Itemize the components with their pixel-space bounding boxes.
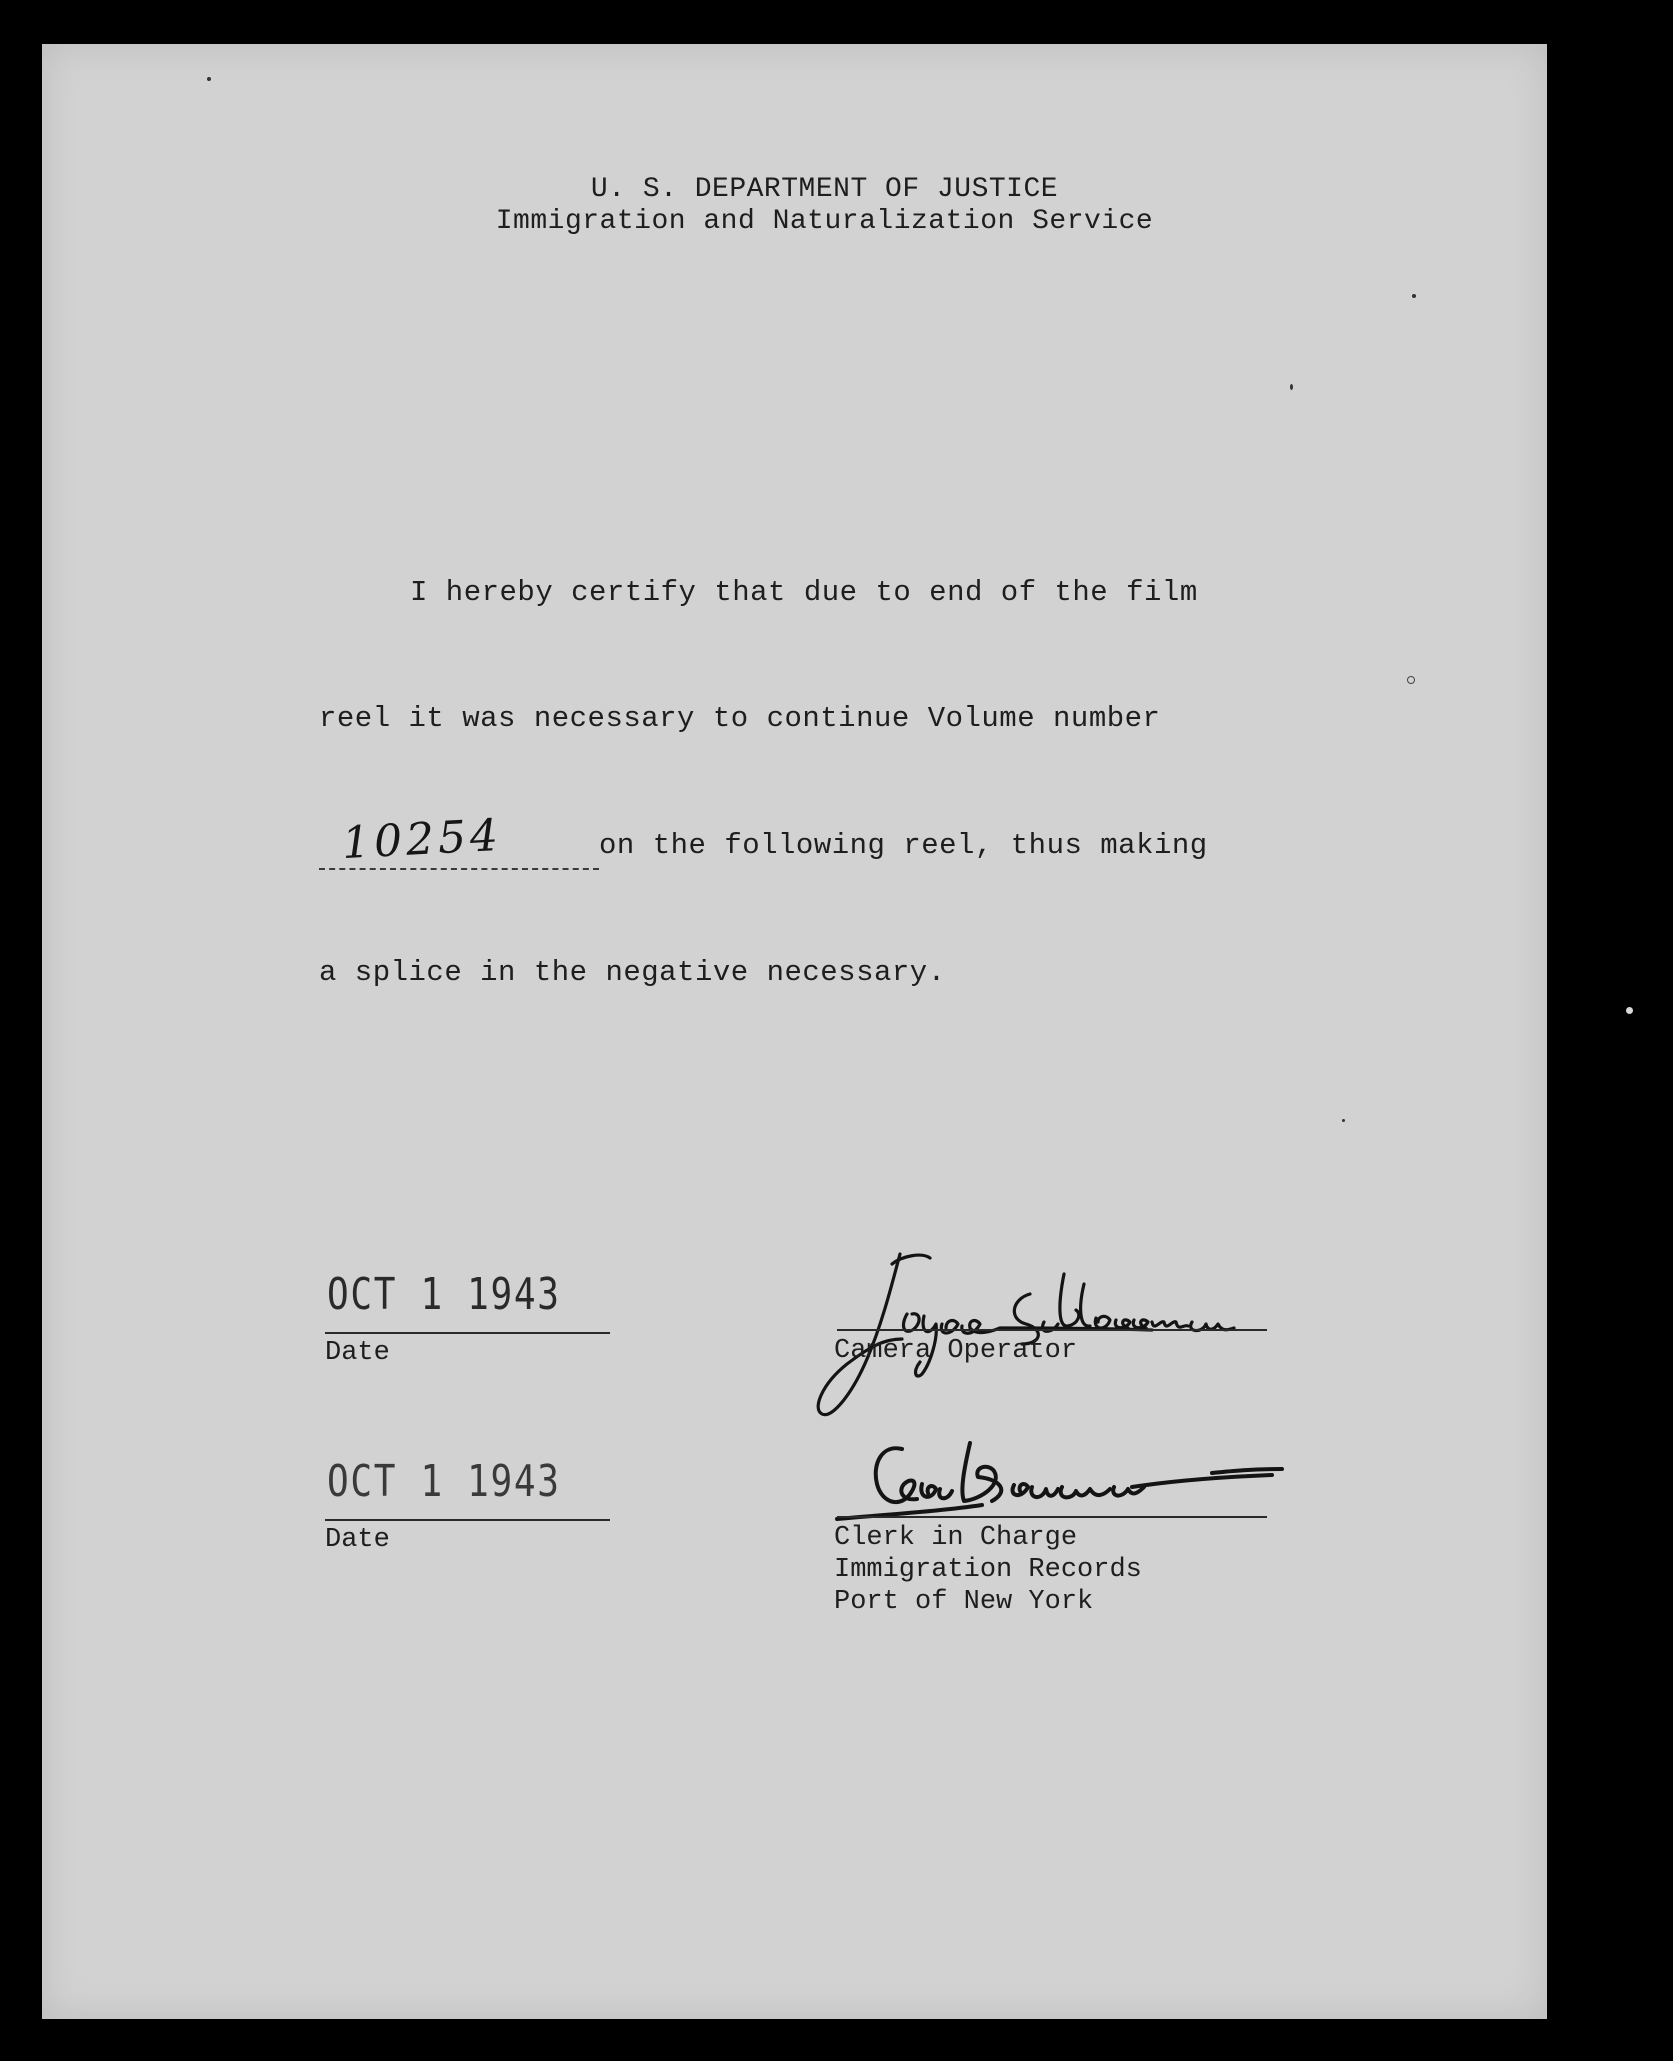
scan-speck <box>1290 384 1293 390</box>
scan-speck <box>207 77 211 81</box>
date-2-label: Date <box>325 1525 390 1555</box>
document-page <box>42 44 1547 2019</box>
volume-number-blank <box>319 868 599 870</box>
operator-signature-rule <box>837 1329 1267 1331</box>
scan-speck <box>1412 294 1416 298</box>
clerk-signature-rule <box>837 1516 1267 1518</box>
date-1-rule <box>325 1332 610 1334</box>
certificate-line-3: on the following reel, thus making <box>599 829 1208 862</box>
film-edge-mark <box>1626 1007 1633 1014</box>
service-heading: Immigration and Naturalization Service <box>495 206 1154 237</box>
clerk-location: Port of New York <box>834 1587 1094 1617</box>
clerk-title: Clerk in Charge <box>834 1523 1078 1553</box>
certificate-line-1: I hereby certify that due to end of the film <box>410 576 1198 609</box>
volume-number-handwritten: 10254 <box>340 809 504 870</box>
operator-title: Camera Operator <box>834 1336 1078 1366</box>
date-2-rule <box>325 1519 610 1521</box>
scan-speck <box>1342 1119 1345 1122</box>
date-1-label: Date <box>325 1338 390 1368</box>
clerk-office: Immigration Records <box>834 1555 1142 1585</box>
department-heading: U. S. DEPARTMENT OF JUSTICE <box>590 174 1059 205</box>
date-stamp-1: OCT 1 1943 <box>327 1269 561 1320</box>
certificate-line-2: reel it was necessary to continue Volume number <box>319 702 1161 735</box>
certificate-line-4: a splice in the negative necessary. <box>319 956 946 989</box>
date-stamp-2: OCT 1 1943 <box>327 1456 561 1507</box>
scan-speck <box>1407 676 1415 684</box>
